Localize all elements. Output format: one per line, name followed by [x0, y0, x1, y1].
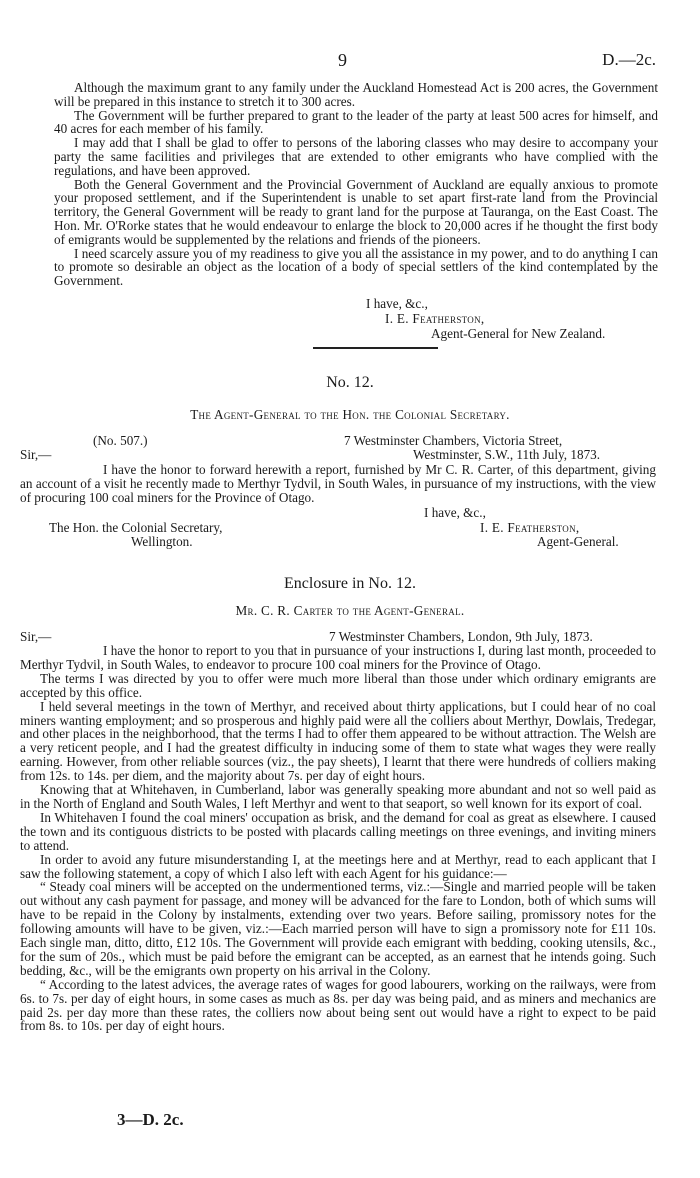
section-divider	[313, 347, 438, 349]
paragraph: Knowing that at Whitehaven, in Cumberland, labor was generally speaking more abundant and not so well paid as in the North of England and South Wales, I left Merthyr and went to that seaport, so well known for its export of coal.	[20, 782, 656, 811]
quoted-paragraph: “ Steady coal miners will be accepted on the undermentioned terms, viz.:—Single and married people will be taken out without any cash payment for passage, and money will be advanced for the fare to London, both of which sums will have to be repaid in the Colony by instalments, extending over two years. Before sailing, promissory notes for the following amounts will have to be given, viz.:—Each married person will have to sign a promissory note for £11 10s. Each single man, ditto, ditto, £12 10s. The Government will provide each emigrant with bedding, cooking utensils, &c., for the sum of 20s., which must be paid before the emigrant can be accepted, as an earnest that he intends going. Such bedding, &c., will be the emigrants own property on his arrival in the Colony.	[20, 879, 656, 978]
no12-signer: I. E. Featherston,	[480, 520, 580, 535]
enclosure-body	[20, 644, 656, 1033]
no12-closing: I have, &c.,	[424, 505, 486, 520]
paragraph: I need scarcely assure you of my readiness to give you all the assistance in my power, and to do anything I can to promote so desirable an object as the location of a body of special settlers of the kind contemplated by the Government.	[54, 245, 658, 289]
page-number: 9	[338, 50, 347, 70]
no12-signer-title: Agent-General.	[537, 534, 619, 549]
paragraph: I have the honor to forward herewith a report, furnished by Mr C. R. Carter, of this department, giving an account of a visit he recently made to Merthyr Tydvil, in South Wales, in pursuance of my instructions, with the view of procuring 100 coal miners for the Province of Otago.	[20, 462, 656, 505]
paragraph: In Whitehaven I found the coal miners' occupation as brisk, and the demand for coal as great as elsewhere. I caused the town and its contiguous districts to be posted with placards calling meetings on three evenings, and inviting miners to attend.	[20, 809, 656, 853]
letter-11-signer: I. E. Featherston,	[385, 311, 485, 326]
signature-mark: 3—D. 2c.	[117, 1110, 184, 1129]
paragraph: In order to avoid any future misunderstanding I, at the meetings here and at Merthyr, read to each applicant that I saw the following statement, a copy of which I also left with each Agent for his guidance:—	[20, 851, 656, 881]
no12-addressee-line1: The Hon. the Colonial Secretary,	[49, 520, 223, 535]
paragraph: I held several meetings in the town of Merthyr, and received about thirty applications, but I could hear of no coal miners wanting employment; and so prosperous and highly paid were all the colliers about Merthyr, Dowlais, Tredegar, and other places in the neighborhood, that the terms I had to offer them appeared to be without attraction. The Welsh are a very reticent people, and I had the greatest difficulty in inducing some of them to state what wages they were really earning. However, from other reliable sources (viz., the pay sheets), I learnt that there were hundreds of colliers making from 12s. to 14s. per diem, and the majority about 7s. per day of eight hours.	[20, 698, 656, 784]
paragraph: I have the honor to report to you that in pursuance of your instructions I, during last month, proceeded to Merthyr Tydvil, in South Wales, to endeavor to procure 100 coal miners for the Province of Otago.	[20, 643, 656, 672]
paragraph: The terms I was directed by you to offer were much more liberal than those under which ordinary emigrants are accepted by this office.	[20, 670, 656, 700]
letter-11-signer-title: Agent-General for New Zealand.	[431, 326, 606, 341]
enclosure-subheading: Mr. C. R. Carter to the Agent-General.	[235, 603, 465, 618]
paragraph: The Government will be further prepared to grant to the leader of the party at least 500 acres for himself, and 40 acres for each member of his family.	[54, 107, 658, 137]
no12-ref: (No. 507.)	[93, 433, 148, 448]
enclosure-heading: Enclosure in No. 12.	[284, 575, 416, 592]
no12-subheading: The Agent-General to the Hon. the Colonial Secretary.	[190, 407, 510, 422]
no12-salutation: Sir,—	[20, 447, 52, 462]
paragraph: I may add that I shall be glad to offer to persons of the laboring classes who may desire to accompany your party the same facilities and privileges that are extended to other emigrants who have complied with the regulations, and have been approved.	[54, 135, 658, 178]
enclosure-address: 7 Westminster Chambers, London, 9th July, 1873.	[329, 629, 593, 644]
quoted-paragraph: “ According to the latest advices, the average rates of wages for good labourers, working on the railways, were from 6s. to 7s. per day of eight hours, in some cases as much as 8s. per day was being paid, and as miners and mechanics are paid 2s. per day more than these rates, the colliers now about being sent out would have a right to expect to be paid from 8s. to 10s. per day of eight hours.	[20, 976, 656, 1034]
letter-11-body	[54, 81, 658, 288]
document-reference: D.—2c.	[602, 50, 656, 69]
no12-addressee-line2: Wellington.	[131, 534, 193, 549]
no12-heading: No. 12.	[326, 374, 374, 391]
enclosure-salutation: Sir,—	[20, 629, 52, 644]
no12-address-line2: Westminster, S.W., 11th July, 1873.	[413, 447, 601, 462]
no12-address-line1: 7 Westminster Chambers, Victoria Street,	[344, 433, 563, 448]
letter-11-closing: I have, &c.,	[366, 296, 428, 311]
no12-body	[20, 463, 656, 504]
paragraph: Both the General Government and the Provincial Government of Auckland are equally anxious to promote your proposed settlement, and if the Superintendent is unable to set apart first-rate land from the Provincial territory, the General Government will be ready to grant land for the purpose at Tauranga, on the East Coast. The Hon. Mr. O'Rorke states that he would endeavour to enlarge the block to 20,000 acres if he thought the first body of emigrants would be supplemented by the relations and friends of the pioneers.	[54, 176, 658, 247]
paragraph: Although the maximum grant to any family under the Auckland Homestead Act is 200 acres, the Government will be prepared in this instance to stretch it to 300 acres.	[54, 80, 658, 109]
